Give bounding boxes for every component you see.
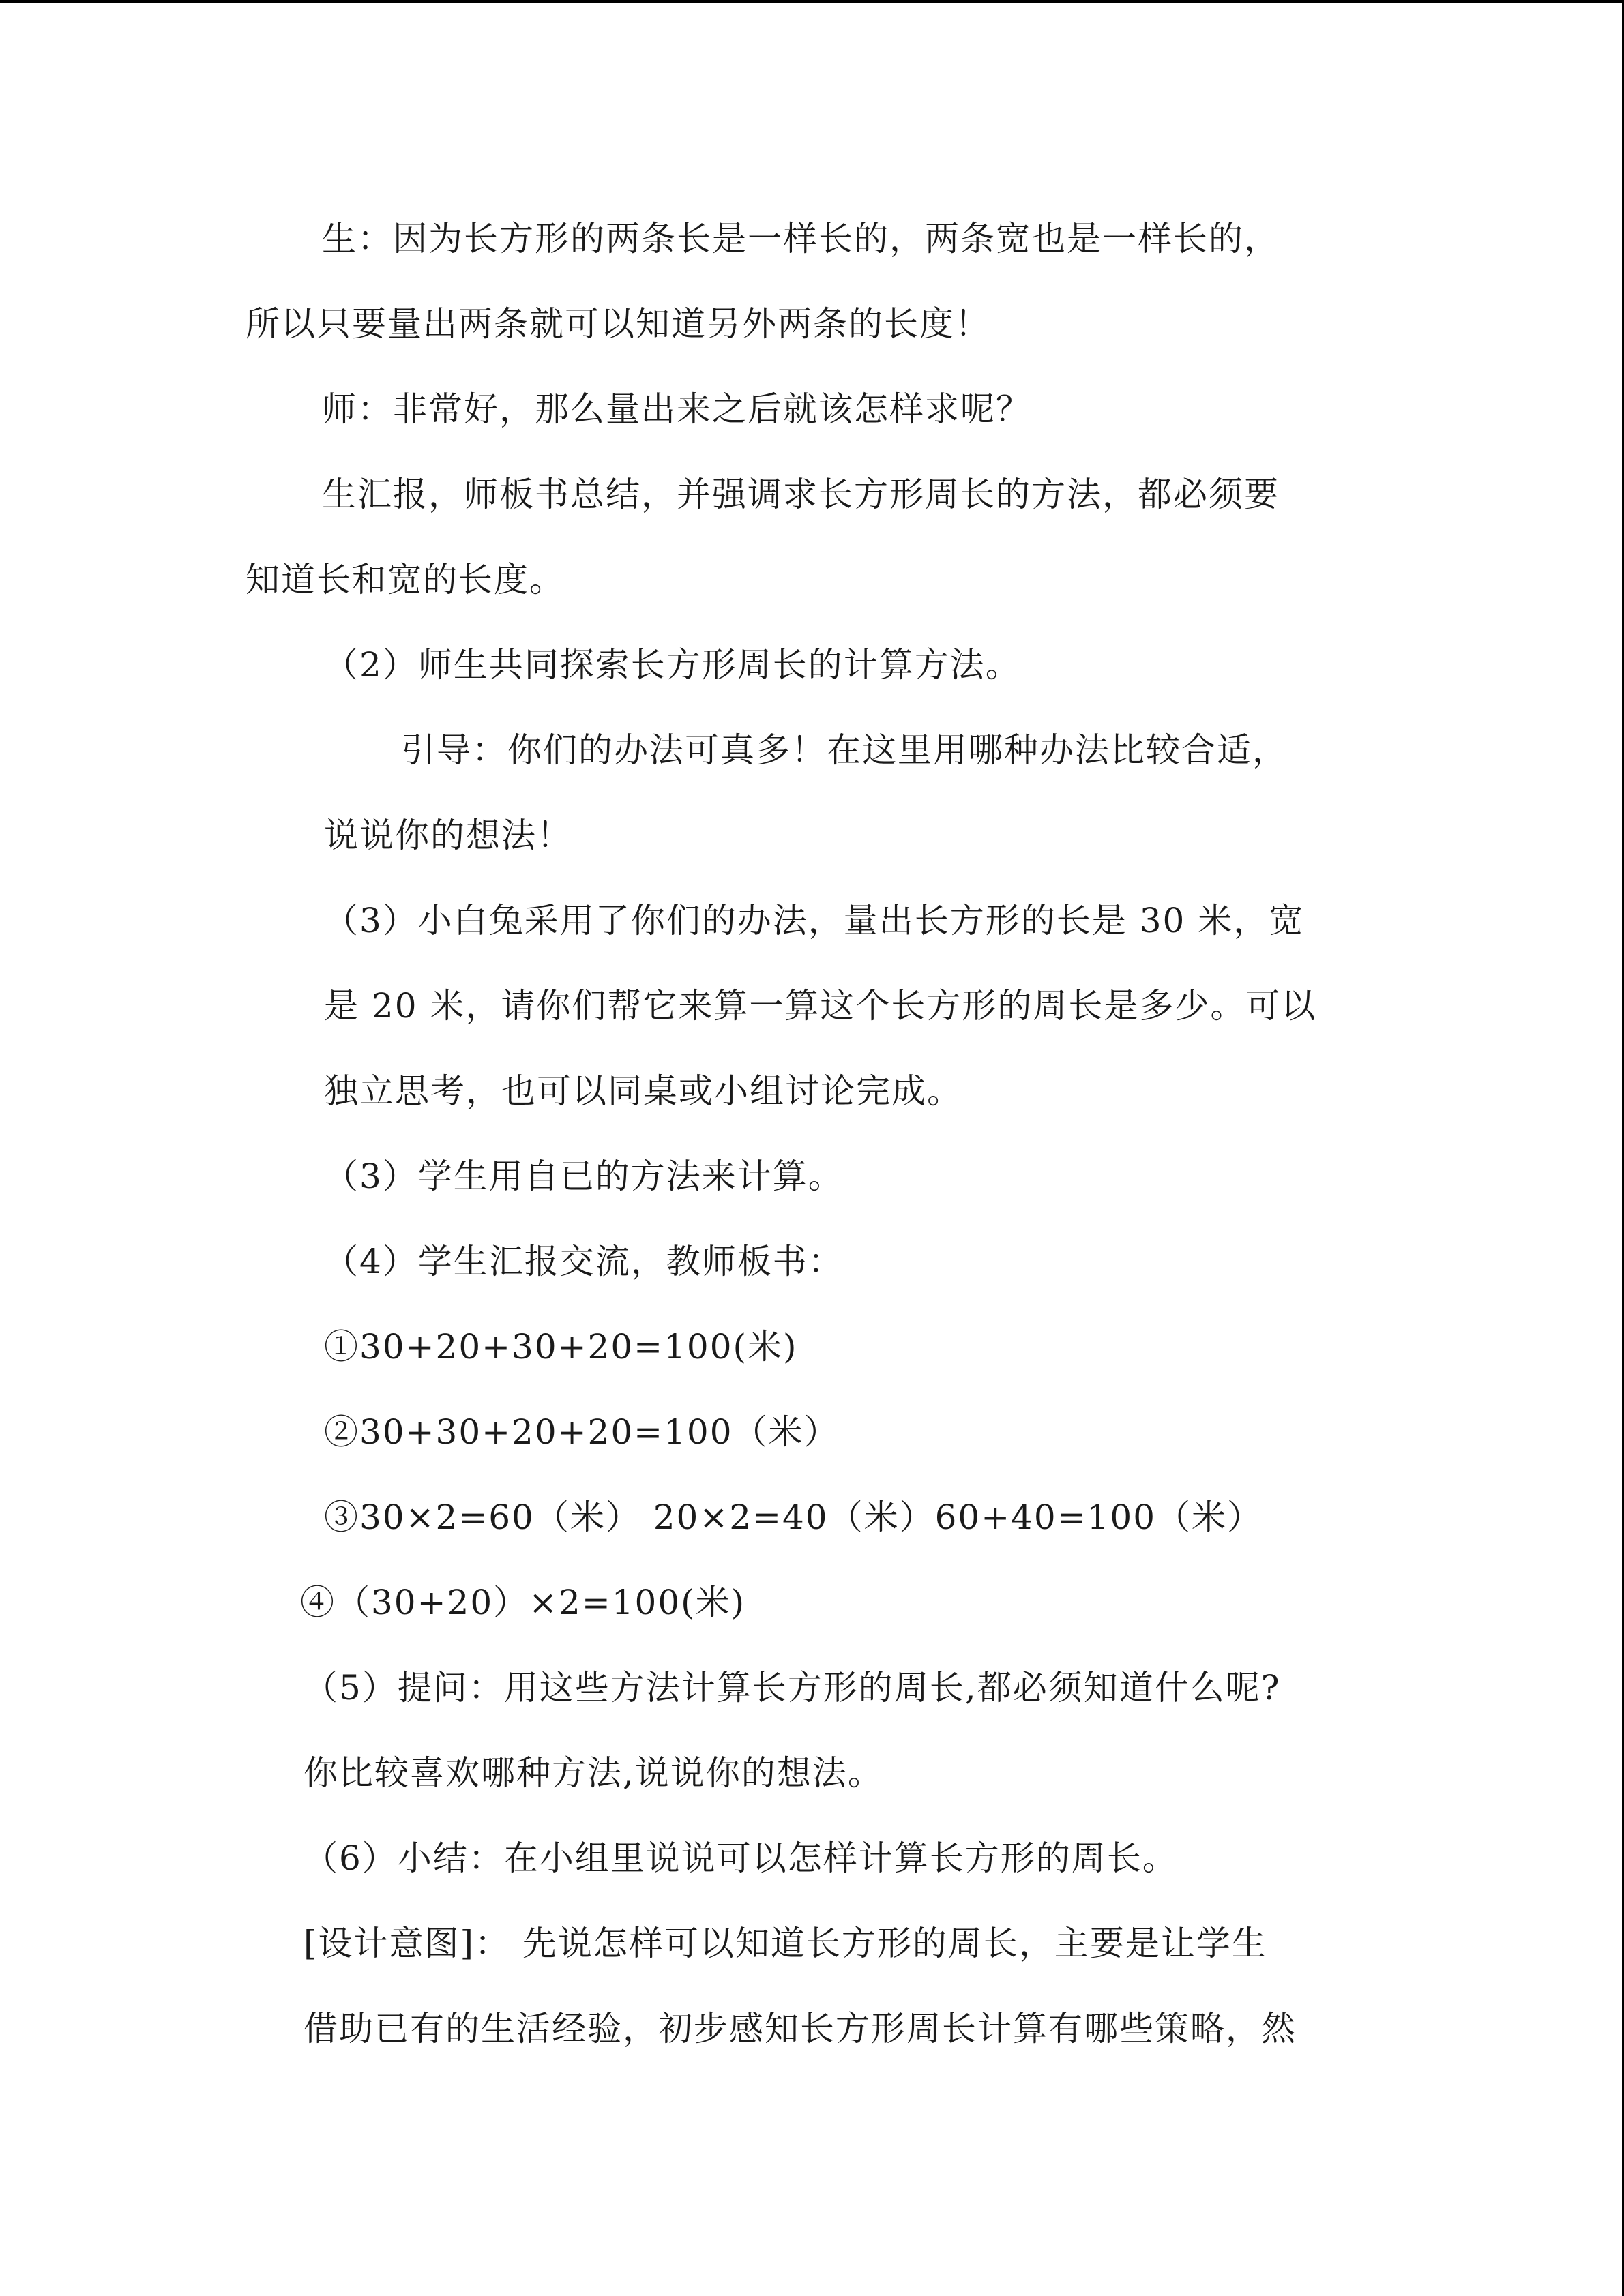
paragraph-line: （3）小白兔采用了你们的办法，量出长方形的长是 30 米，宽 bbox=[324, 901, 1305, 940]
paragraph-line: （5）提问：用这些方法计算长方形的周长,都必须知道什么呢? bbox=[304, 1668, 1281, 1708]
paragraph-line: （6）小结：在小组里说说可以怎样计算长方形的周长。 bbox=[304, 1838, 1178, 1878]
formula-line: ④（30+20）×2=100(米) bbox=[300, 1583, 746, 1622]
paragraph-line: 师：非常好，那么量出来之后就该怎样求呢？ bbox=[322, 389, 1031, 429]
formula-line: ②30+30+20+20=100（米） bbox=[324, 1412, 840, 1452]
paragraph-line: 是 20 米，请你们帮它来算一算这个长方形的周长是多少。可以 bbox=[324, 986, 1317, 1026]
paragraph-line: （2）师生共同探索长方形周长的计算方法。 bbox=[324, 645, 1021, 685]
paragraph-line: 引导：你们的办法可真多！在这里用哪种办法比较合适， bbox=[401, 730, 1288, 770]
paragraph-line: 所以只要量出两条就可以知道另外两条的长度！ bbox=[246, 304, 990, 344]
paragraph-line: 生：因为长方形的两条长是一样长的，两条宽也是一样长的， bbox=[322, 219, 1280, 258]
paragraph-line: 说说你的想法！ bbox=[324, 816, 572, 855]
page-top-border bbox=[0, 0, 1624, 3]
paragraph-line: 借助已有的生活经验，初步感知长方形周长计算有哪些策略，然 bbox=[304, 2009, 1297, 2048]
paragraph-line: （4）学生汇报交流，教师板书： bbox=[324, 1242, 844, 1281]
formula-line: ①30+20+30+20=100(米) bbox=[324, 1327, 798, 1367]
paragraph-line: 独立思考，也可以同桌或小组讨论完成。 bbox=[324, 1071, 962, 1111]
paragraph-line: [设计意图]： 先说怎样可以知道长方形的周长，主要是让学生 bbox=[304, 1924, 1267, 1963]
paragraph-line: 你比较喜欢哪种方法,说说你的想法。 bbox=[304, 1753, 883, 1793]
paragraph-line: 知道长和宽的长度。 bbox=[246, 560, 565, 599]
paragraph-line: 生汇报，师板书总结，并强调求长方形周长的方法，都必须要 bbox=[322, 475, 1280, 514]
paragraph-line: （3）学生用自已的方法来计算。 bbox=[324, 1157, 844, 1196]
formula-line: ③30×2=60（米） 20×2=40（米）60+40=100（米） bbox=[324, 1497, 1263, 1537]
